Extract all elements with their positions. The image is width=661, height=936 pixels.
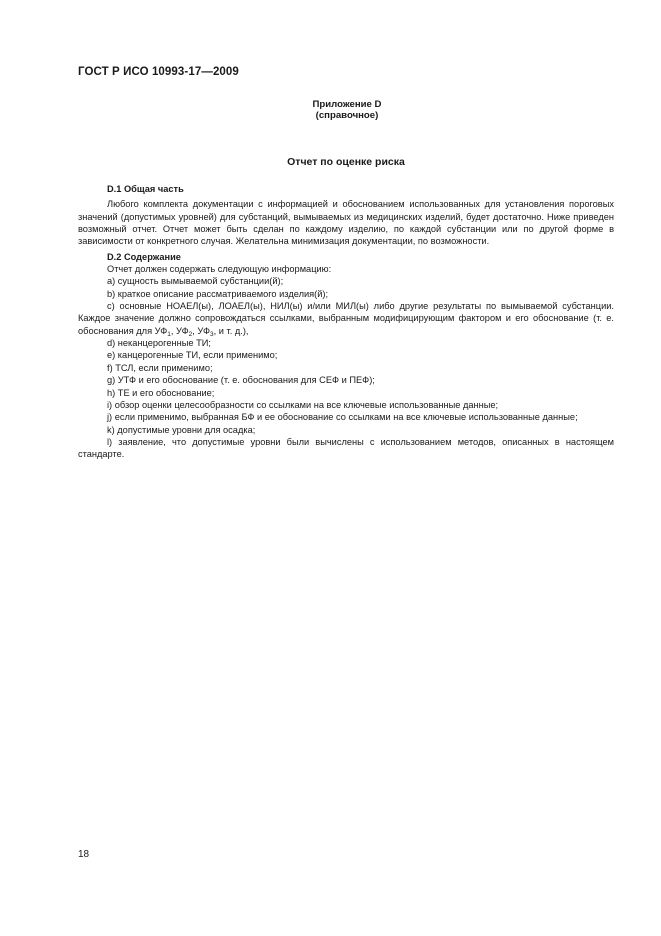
section-d1-paragraph: Любого комплекта документации с информацией и обоснованием использованных для установления пороговых значений (допустимых уровней) для субстанций, вымываемых из медицинских изделий, будет достаточно. Ниже приведен возможный отчет. Отчет может быть сделан по каждому изделию, по каждой субстанции или по другой форме в зависимости от конкретного случая. Желательна минимизация документации, по возможности. (78, 199, 614, 247)
list-item-j: j) если применимо, выбранная БФ и ее обоснование со ссылками на все ключевые использованные данные; (107, 412, 578, 423)
list-item-g: g) УТФ и его обоснование (т. е. обоснования для СЕФ и ПЕФ); (107, 375, 375, 386)
list-item-c-text: c) основные НОАЕЛ(ы), ЛОАЕЛ(ы), НИЛ(ы) и/или МИЛ(ы) либо другие результаты по вымываемой субстанции. Каждое значение должно сопровождаться ссылками, выбранным модифицирующим фактором и его обоснование (т. е. обоснования для УФ (78, 301, 614, 336)
list-item-c-end: , и т. д.), (213, 325, 249, 336)
uf-subscript-2: 2 (188, 330, 193, 338)
list-item-c-separator-1: , УФ (170, 325, 189, 336)
list-item-c (78, 300, 614, 337)
list-item-b: b) краткое описание рассматриваемого изделия(й); (107, 288, 329, 299)
page-number: 18 (78, 849, 90, 860)
annex-heading (200, 99, 494, 121)
list-item-c-separator-2: , УФ (192, 325, 210, 336)
list-item-i: i) обзор оценки целесообразности со ссылками на все ключевые использованные данные; (107, 399, 499, 410)
list-item-l: l) заявление, что допустимые уровни были вычислены с использованием методов, описанных в настоящем стандарте. (78, 436, 614, 460)
document-body (78, 183, 614, 461)
annex-subtitle: (справочное) (315, 110, 379, 121)
section-d1-heading: D.1 Общая часть (107, 184, 184, 194)
list-item-d: d) неканцерогенные ТИ; (107, 338, 211, 349)
annex-title: Приложение D (312, 99, 382, 110)
list-item-h: h) ТЕ и его обоснование; (107, 387, 215, 398)
uf-subscript-1: 1 (167, 330, 171, 338)
list-item-e: e) канцерогенные ТИ, если применимо; (107, 350, 278, 361)
section-d2-heading: D.2 Содержание (107, 251, 181, 262)
list-item-a: a) сущность вымываемой субстанции(й); (107, 276, 284, 287)
document-code-header: ГОСТ Р ИСО 10993-17—2009 (78, 66, 239, 78)
section-d2-intro: Отчет должен содержать следующую информацию: (107, 264, 332, 275)
uf-subscript-3: 3 (210, 330, 214, 338)
list-item-f: f) ТСЛ, если применимо; (107, 362, 213, 373)
report-title: Отчет по оценке риска (287, 156, 405, 168)
list-item-k: k) допустимые уровни для осадка; (107, 424, 256, 435)
